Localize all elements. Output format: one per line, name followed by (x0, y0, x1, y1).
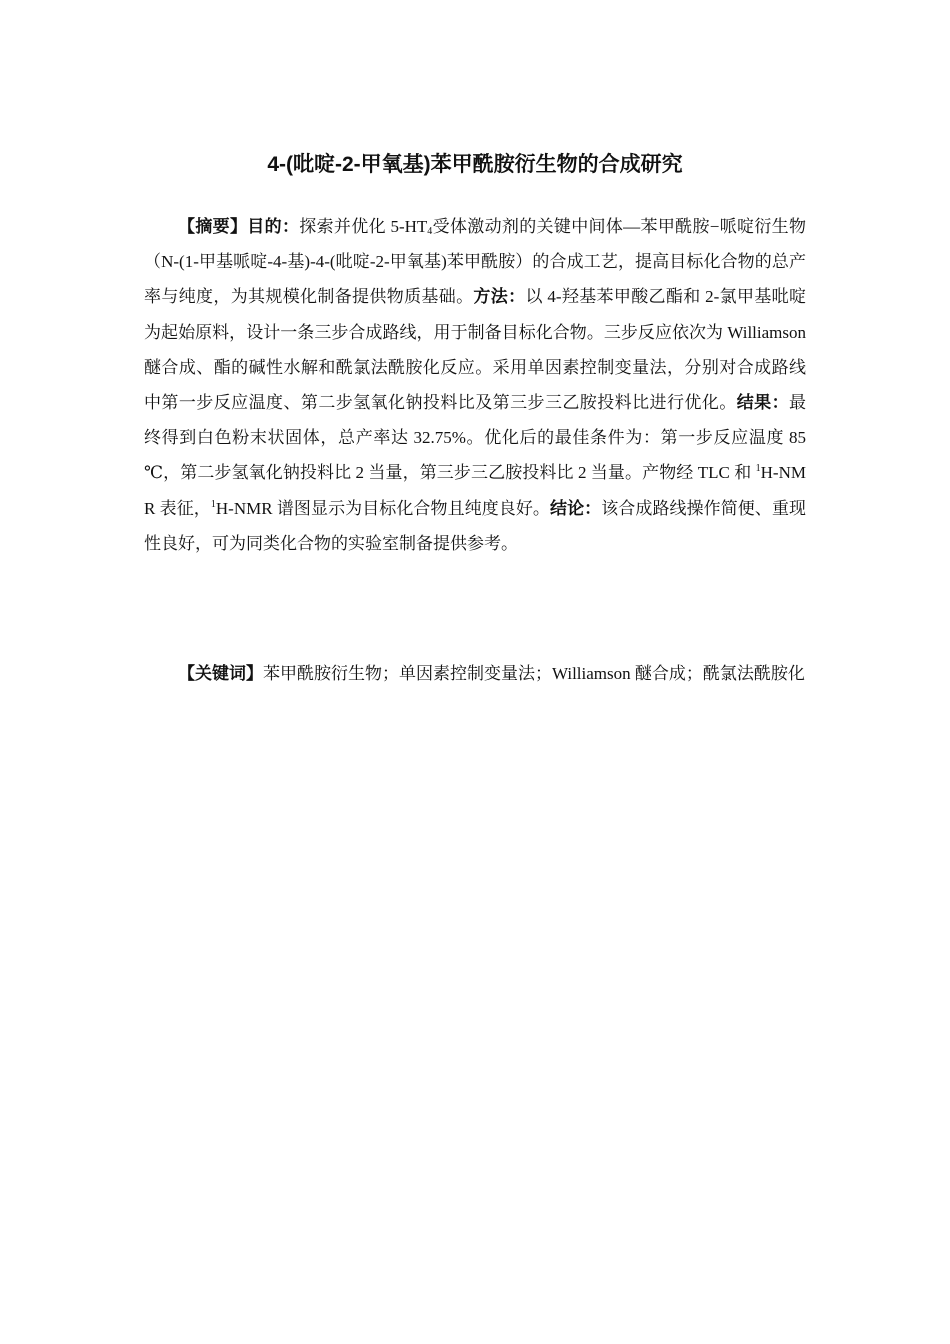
result-label: 结果： (736, 393, 790, 413)
purpose-subscript: 4 (427, 226, 433, 237)
purpose-text-continued: 受体激动剂的关键中间体—苯甲酰胺−哌啶衍生物（N-(1-甲基哌啶-4-基)-4-(吡啶-2-甲氧基)苯甲酰胺）的合成工艺，提高目标化合物的总产率与纯度，为其规模化制备提供物质基础。 (144, 217, 807, 307)
result-text-end: H-NMR 谱图显示为目标化合物且纯度良好。 (215, 498, 551, 518)
result-superscript-2: 1 (210, 498, 216, 510)
conclusion-label: 结论： (550, 498, 602, 518)
purpose-label: 目的： (247, 217, 300, 236)
keywords-label: 【关键词】 (178, 664, 263, 683)
keywords-paragraph (144, 656, 806, 691)
keywords-text: 苯甲酰胺衍生物；单因素控制变量法；Williamson 醚合成；酰氯法酰胺化 (263, 664, 805, 683)
document-title: 4-(吡啶-2-甲氧基)苯甲酰胺衍生物的合成研究 (267, 153, 683, 176)
result-text-nmr: H-NMR 表征， (144, 463, 806, 518)
result-superscript-1: 1 (755, 463, 761, 475)
purpose-text: 探索并优化 5-HT (299, 217, 428, 236)
abstract-paragraph (144, 209, 806, 561)
method-label: 方法： (473, 287, 526, 307)
conclusion-text: 该合成路线操作简便、重现性良好，可为同类化合物的实验室制备提供参考。 (144, 498, 807, 553)
result-text: 最终得到白色粉末状固体，总产率达 32.75%。优化后的最佳条件为：第一步反应温度 85 ℃，第二步氢氧化钠投料比 2 当量，第三步三乙胺投料比 2 当量。产物经 TLC 和 (144, 393, 807, 483)
abstract-label: 【摘要】 (178, 217, 248, 236)
method-text: 以 4-羟基苯甲酸乙酯和 2-氯甲基吡啶为起始原料，设计一条三步合成路线，用于制备目标化合物。三步反应依次为 Williamson 醚合成、酯的碱性水解和酰氯法酰胺化反应。采用单因素控制变量法，分别对合成路线中第一步反应温度、第二步氢氧化钠投料比及第三步三乙胺投料比进行优化。 (144, 287, 807, 413)
